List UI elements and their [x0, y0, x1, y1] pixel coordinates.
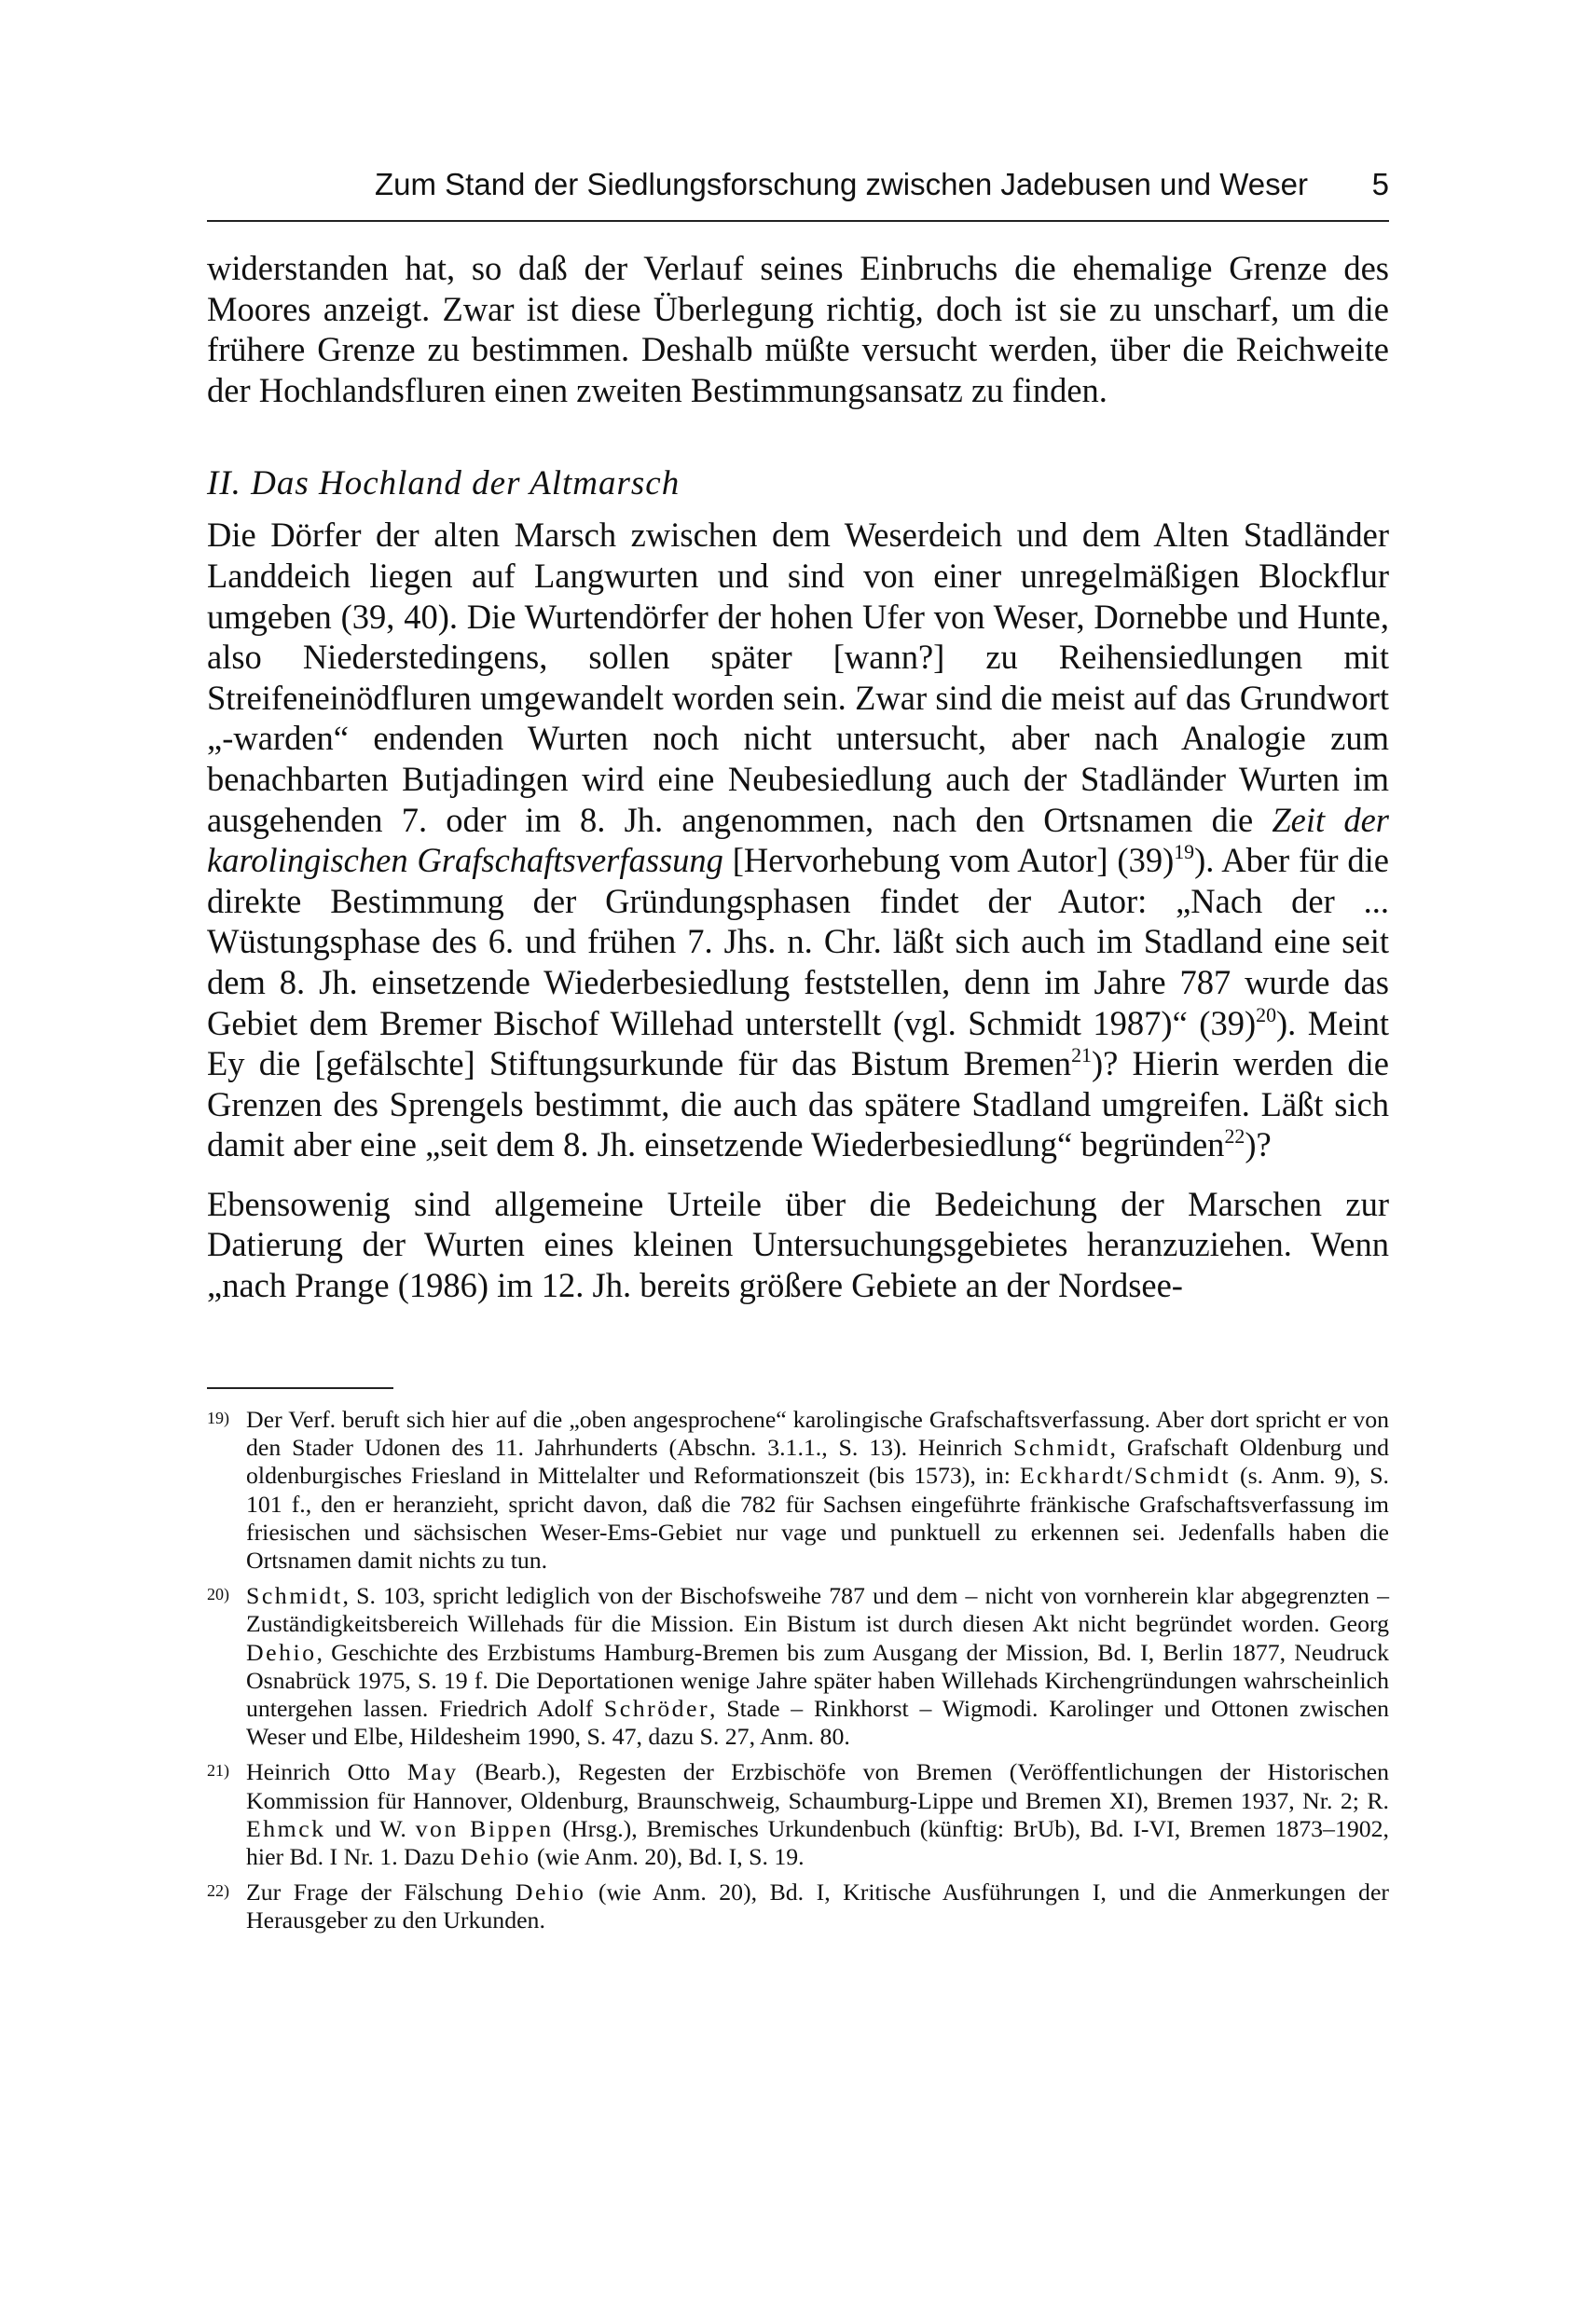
text-run: [Hervorhebung vom Autor] (39) — [722, 841, 1175, 880]
text-run: ). Aber für die direkte Bestimmung der Gründungsphasen findet der Autor: „Nach der ... Wüstungsphase des 6. und frühen 7. Jhs. n. Chr. läßt sich auch im Stadland eine seit dem 8. Jh. einsetzende Wiederbesiedlung feststellen, denn im Jahre 787 wurde das Gebiet dem Bremer Bischof Willehad unterstellt (vgl. Schmidt 1987)“ (39) — [207, 841, 1390, 1042]
footnote-text-run: (Bearb.), Regesten der Erzbischöfe von Bremen (Veröffentlichungen der Historischen Kommission für Hannover, Oldenburg, Braunschweig, Schaumburg-Lippe und Bremen XI), Bremen 1937, Nr. 2; R. — [246, 1758, 1390, 1814]
footnote-text — [246, 1758, 1389, 1871]
footnotes — [207, 1406, 1389, 1943]
paragraph-hochland — [207, 515, 1389, 1165]
footnote-number: 19) — [207, 1409, 229, 1427]
page-number: 5 — [1371, 167, 1389, 201]
author-name: Schmidt — [1013, 1434, 1110, 1462]
text-run: )? Hierin werden die Grenzen des Sprengels bestimmt, die auch das spätere Stadland umgreifen. Läßt sich damit aber eine „seit dem 8. Jh. einsetzende Wiederbesiedlung“ begründen — [207, 1044, 1389, 1164]
author-name: Eckhardt/Schmidt — [1019, 1462, 1231, 1490]
footnote — [207, 1582, 1389, 1751]
footnote-text-run: (Hrsg.), Bremisches Urkundenbuch (künftig: BrUb), Bd. I-VI, Bremen 1873–1902, hier Bd. I Nr. 1. Dazu — [246, 1814, 1389, 1871]
author-name: Ehmck — [246, 1814, 326, 1842]
italic-emphasis: Zeit der karolingischen Grafschaftsverfassung — [207, 800, 1389, 880]
text-run: ). Meint Ey die [gefälschte] Stiftungsurkunde für das Bistum Bremen — [207, 1003, 1389, 1083]
footnote — [207, 1878, 1389, 1934]
footnote-text — [246, 1878, 1389, 1934]
footnote-text — [246, 1582, 1389, 1751]
footnote-number: 22) — [207, 1881, 229, 1901]
footnote-text-run: , Stade – Rinkhorst – Wigmodi. Karolinger und Ottonen zwischen Weser und Elbe, Hildesheim 1990, S. 47, dazu S. 27, Anm. 80. — [246, 1695, 1389, 1751]
author-name: May — [406, 1758, 459, 1786]
author-name: Dehio — [460, 1843, 531, 1871]
author-name: Schmidt — [246, 1582, 343, 1610]
author-name: Schröder — [603, 1695, 710, 1723]
footnote-rule — [207, 1387, 393, 1389]
header-rule — [207, 220, 1389, 222]
paragraph-continuation: widerstanden hat, so daß der Verlauf seines Einbruchs die ehemalige Grenze des Moores anzeigt. Zwar ist diese Überlegung richtig, doch ist sie zu unscharf, um die frühere Grenze zu bestimmen. Deshalb müßte versucht werden, über die Reichweite der Hochlandsfluren einen zweiten Bestimmungsansatz zu finden. — [207, 249, 1389, 409]
text-run: Die Dörfer der alten Marsch zwischen dem Weserdeich und dem Alten Stadländer Landdeich liegen auf Langwurten und sind von einer unregelmäßigen Blockflur umgeben (39, 40). Die Wurtendörfer der hohen Ufer von Weser, Dornebbe und Hunte, also Niederstedingens, sollen später [wann?] zu Reihensiedlungen mit Streifeneinödfluren umgewandelt worden sein. Zwar sind die meist auf das Grundwort „-warden“ endenden Wurten noch nicht untersucht, aber nach Analogie zum benachbarten Butjadingen wird eine Neubesiedlung auch der Stadländer Wurten im ausgehenden 7. oder im 8. Jh. angenommen, nach den Ortsnamen die — [207, 516, 1389, 839]
main-text — [207, 248, 1389, 1306]
footnote-text — [246, 1406, 1389, 1575]
footnote-text-run: (s. Anm. 9), S. 101 f., den er heranzieht, spricht davon, daß die 782 für Sachsen eingeführte fränkische Grafschaftsverfassung im friesischen und sächsischen Weser-Ems-Gebiet nur vage und punktuell zu erkennen sei. Jedenfalls haben die Ortsnamen damit nichts zu tun. — [246, 1462, 1389, 1575]
paragraph-bedeichung: Ebensowenig sind allgemeine Urteile über die Bedeichung der Marschen zur Datierung der Wurten eines kleinen Untersuchungsgebietes heranzuziehen. Wenn „nach Prange (1986) im 12. Jh. bereits größere Gebiete an der Nordsee- — [207, 1184, 1389, 1305]
footnote-number: 21) — [207, 1761, 229, 1781]
footnote — [207, 1758, 1389, 1871]
author-name: von Bippen — [415, 1814, 554, 1842]
footnote-ref-19[interactable]: 19 — [1174, 839, 1195, 863]
author-name: Dehio — [246, 1638, 317, 1666]
footnote-text-run: (wie Anm. 20), Bd. I, S. 19. — [530, 1843, 805, 1871]
footnote-text-run: , Grafschaft Oldenburg und oldenburgisches Friesland in Mittelalter und Reformationszeit (bis 1573), in: — [246, 1434, 1389, 1490]
footnote-ref-21[interactable]: 21 — [1071, 1042, 1092, 1067]
section-heading: II. Das Hochland der Altmarsch — [207, 464, 681, 503]
footnote-ref-22[interactable]: 22 — [1224, 1124, 1245, 1149]
footnote-text-run: , Geschichte des Erzbistums Hamburg-Bremen bis zum Ausgang der Mission, Bd. I, Berlin 1877, Neudruck Osnabrück 1975, S. 19 f. Die Deportationen wenige Jahre später haben Willehads Kirchengründungen wahrscheinlich untergehen lassen. Friedrich Adolf — [246, 1638, 1389, 1723]
running-head-title: Zum Stand der Siedlungsforschung zwischen Jadebusen und Weser — [375, 167, 1308, 201]
footnote-text-run: Der Verf. beruft sich hier auf die „oben angesprochene“ karolingische Grafschaftsverfassung. Aber dort spricht er von den Stader Udonen des 11. Jahrhunderts (Abschn. 3.1.1., S. 13). Heinrich — [246, 1406, 1389, 1462]
footnote-text-run: Heinrich Otto — [246, 1758, 407, 1786]
author-name: Dehio — [515, 1878, 586, 1906]
footnote-text-run: Zur Frage der Fälschung — [246, 1878, 516, 1906]
footnote-text-run: , S. 103, spricht lediglich von der Bischofsweihe 787 und dem – nicht von vornherein klar abgegrenzten – Zuständigkeitsbereich Willehads für die Mission. Ein Bistum ist durch diesen Akt nicht begründet worden. Georg — [246, 1582, 1389, 1638]
text-run: )? — [1245, 1125, 1272, 1164]
footnote-text-run: (wie Anm. 20), Bd. I, Kritische Ausführungen I, und die Anmerkungen der Herausgeber zu den Urkunden. — [246, 1878, 1389, 1934]
footnote-ref-20[interactable]: 20 — [1256, 1002, 1277, 1026]
footnote — [207, 1406, 1389, 1575]
footnote-text-run: und W. — [325, 1814, 416, 1842]
footnote-number: 20) — [207, 1585, 229, 1604]
